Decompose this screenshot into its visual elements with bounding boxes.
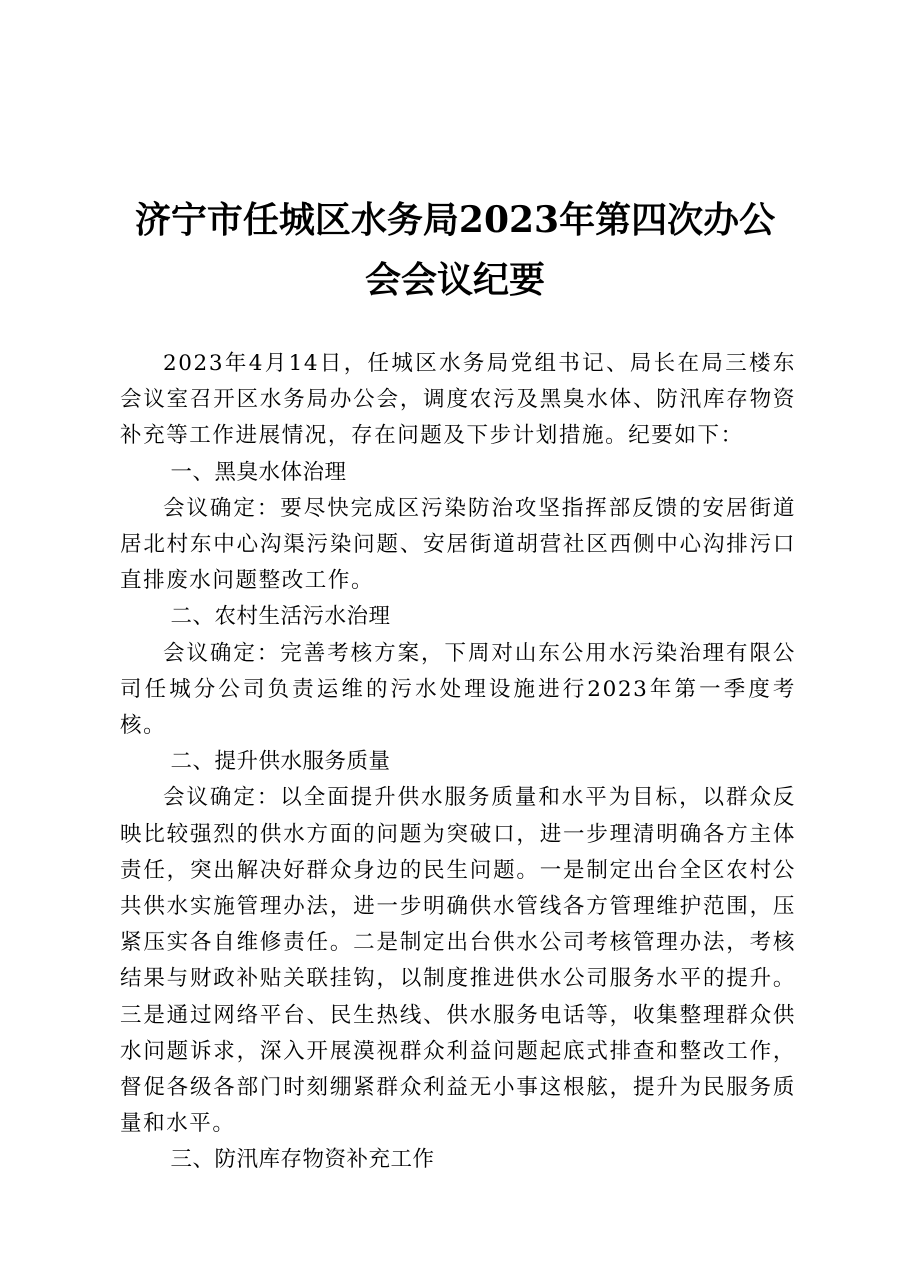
section-text-rural-sewage: 会议确定：完善考核方案，下周对山东公用水污染治理有限公司任城分公司负责运维的污水处理设施进行2023年第一季度考核。 <box>120 640 796 739</box>
section-text-water-supply-service: 会议确定：以全面提升供水服务质量和水平为目标，以群众反映比较强烈的供水方面的问题为突破口，进一步理清明确各方主体责任，突出解决好群众身边的民生问题。一是制定出台全区农村公共供水实施管理办法，进一步明确供水管线各方管理维护范围，压紧压实各自维修责任。二是制定出台供水公司考核管理办法，考核结果与财政补贴关联挂钩，以制度推进供水公司服务水平的提升。三是通过网络平台、民生热线、供水服务电话等，收集整理群众供水问题诉求，深入开展漠视群众利益问题起底式排查和整改工作，督促各级各部门时刻绷紧群众利益无小事这根舷，提升为民服务质量和水平。 <box>120 785 796 1137</box>
section-text-black-odorous-water: 会议确定：要尽快完成区污染防治攻坚指挥部反馈的安居街道居北村东中心沟渠污染问题、安居街道胡营社区西侧中心沟排污口直排废水问题整改工作。 <box>120 495 796 594</box>
section-heading-rural-sewage: 二、农村生活污水治理 <box>170 604 391 630</box>
intro-paragraph: 2023年4月14日，任城区水务局党组书记、局长在局三楼东会议室召开区水务局办公会，调度农污及黑臭水体、防汛库存物资补充等工作进展情况，存在问题及下步计划措施。纪要如下： <box>120 351 796 449</box>
document-title: 济宁市任城区水务局2023年第四次办公会会议纪要 <box>134 199 776 301</box>
section-heading-water-supply-service: 二、提升供水服务质量 <box>170 749 391 775</box>
document-body <box>120 346 796 1179</box>
section-heading-black-odorous-water: 一、黑臭水体治理 <box>170 459 347 485</box>
section-heading-flood-supplies: 三、防汛库存物资补充工作 <box>170 1147 435 1173</box>
